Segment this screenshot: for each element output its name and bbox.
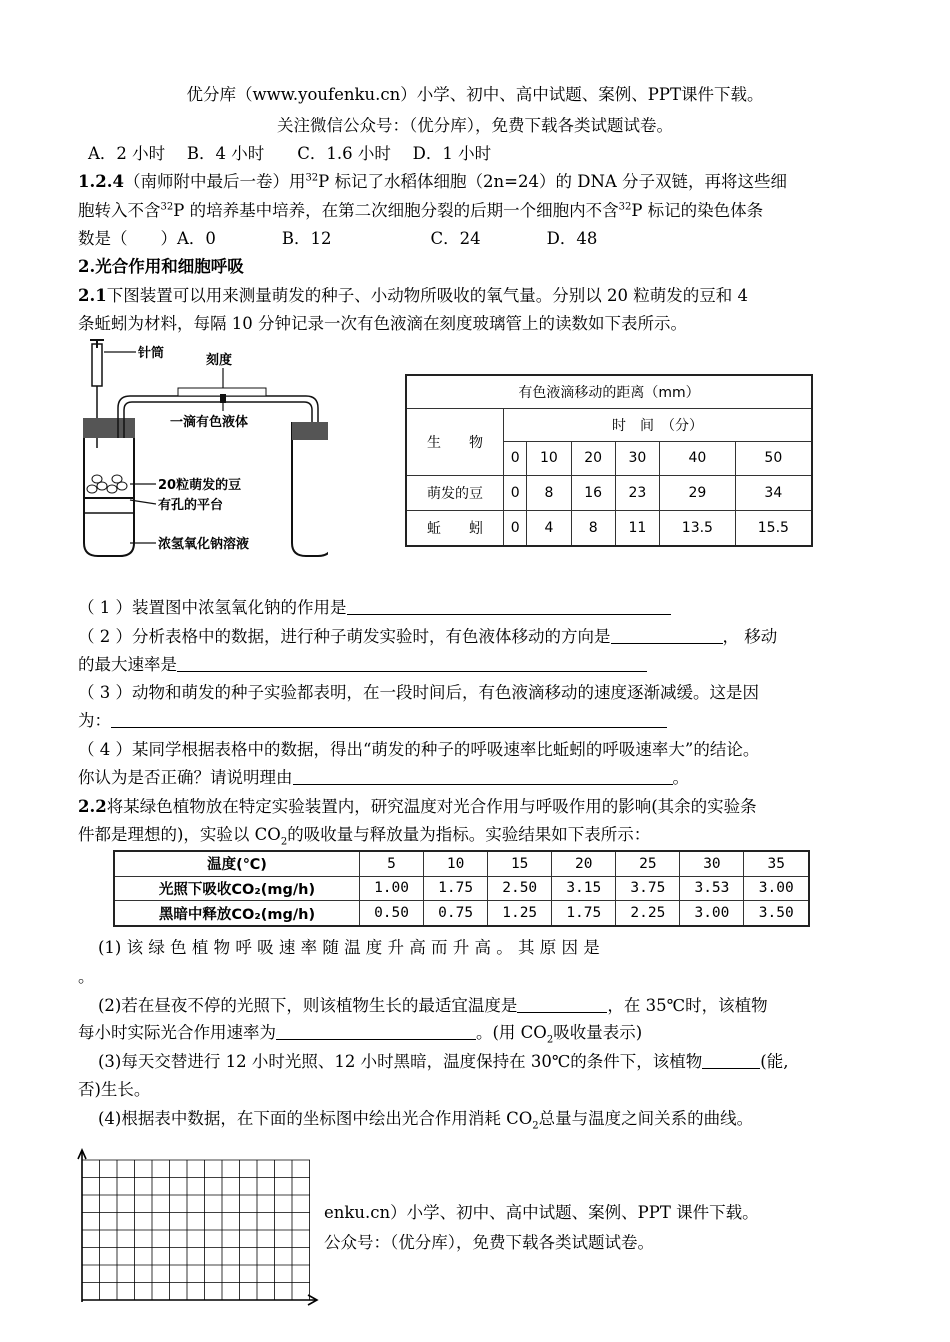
table1-time: 10 — [527, 442, 571, 475]
question-text: 胞转入不含 — [78, 201, 161, 220]
table2-cell: 3.75 — [616, 876, 680, 901]
table1-cell: 29 — [660, 475, 736, 510]
answer-blank[interactable] — [177, 655, 647, 672]
q1-2-3-options: A．2 小时 B．4 小时 C．1.6 小时 D．1 小时 — [88, 144, 492, 163]
label-drop: 一滴有色液体 — [170, 415, 249, 430]
q2-1-sub-1 — [78, 597, 671, 619]
q2-1-sub-4-cont — [78, 767, 689, 789]
question-text: 件都是理想的)，实验以 CO — [78, 825, 281, 844]
question-text: 。 — [672, 768, 689, 787]
table2-cell: 1.75 — [424, 876, 488, 901]
table1-time: 40 — [660, 442, 736, 475]
table-row — [114, 876, 809, 901]
table2-cell: 5 — [360, 851, 424, 876]
q1-2-4-line-3: 数是（ ）A．0 B．12 C．24 D．48 — [78, 229, 598, 248]
question-text: 下图装置可以用来测量萌发的种子、小动物所吸收的氧气量。分别以 20 粒萌发的豆和 4 — [106, 286, 748, 305]
answer-blank[interactable] — [276, 1023, 476, 1040]
question-text: P 标记了水稻体细胞（2n=24）的 DNA 分子双链，再将这些细 — [318, 172, 788, 191]
table1-title: 有色液滴移动的距离（mm） — [406, 375, 812, 408]
section-title: 2.光合作用和细胞呼吸 — [78, 257, 244, 276]
syringe-barrel — [92, 344, 102, 386]
table1-time: 20 — [571, 442, 615, 475]
answer-blank[interactable] — [517, 996, 607, 1013]
question-text: 将某绿色植物放在特定实验装置内，研究温度对光合作用与呼吸作用的影响(其余的实验条 — [106, 797, 757, 816]
q2-2-sub-2-cont — [78, 1022, 642, 1044]
left-stopper — [83, 418, 135, 438]
table-row — [114, 851, 809, 876]
footer-line-2: 公众号：（优分库），免费下载各类试题试卷。 — [324, 1233, 654, 1252]
table2-cell: 30 — [680, 851, 744, 876]
superscript: 32 — [618, 201, 632, 213]
q2-2-sub-4 — [98, 1108, 753, 1130]
apparatus-diagram — [78, 338, 328, 560]
question-text: (2)若在昼夜不停的光照下，则该植物生长的最适宜温度是 — [98, 996, 518, 1015]
table1-cell: 4 — [527, 511, 571, 546]
q2-2-sub-3 — [98, 1051, 788, 1073]
q2-2-line-1 — [78, 796, 757, 818]
table2-header-dark: 黑暗中释放CO₂(mg/h) — [114, 901, 360, 926]
question-text: P 标记的染色体条 — [631, 201, 764, 220]
droplet-distance-table — [405, 374, 813, 547]
question-number: 2.2 — [78, 797, 107, 816]
table1-time: 50 — [735, 442, 812, 475]
table2-cell: 3.15 — [552, 876, 616, 901]
question-number: 2.1 — [78, 286, 107, 305]
label-syringe: 针筒 — [138, 346, 165, 361]
q2-2-sub-3-cont: 否)生长。 — [78, 1080, 151, 1099]
table2-cell: 2.50 — [488, 876, 552, 901]
subscript: 2 — [280, 836, 288, 848]
table2-cell: 10 — [424, 851, 488, 876]
table2-cell: 25 — [616, 851, 680, 876]
table2-cell: 3.53 — [680, 876, 744, 901]
blank-coordinate-grid[interactable] — [70, 1148, 322, 1308]
question-text: 的吸收量与释放量为指标。实验结果如下表所示： — [287, 825, 651, 844]
grid-lines — [82, 1160, 310, 1300]
table1-cell: 8 — [571, 511, 615, 546]
answer-blank[interactable] — [111, 711, 667, 728]
table1-cell: 15.5 — [735, 511, 812, 546]
q1-2-4-line-2 — [78, 200, 763, 222]
table1-cell: 13.5 — [660, 511, 736, 546]
q2-1-sub-4: （ 4 ）某同学根据表格中的数据，得出“萌发的种子的呼吸速率比蚯蚓的呼吸速率大”的结论。 — [78, 740, 760, 759]
table1-organism-header: 生 物 — [406, 408, 504, 475]
question-text: （南师附中最后一卷）用 — [123, 172, 306, 191]
question-text: (能, — [760, 1052, 789, 1071]
answer-blank[interactable] — [702, 1052, 760, 1069]
table2-cell: 0.50 — [360, 901, 424, 926]
beans — [87, 475, 127, 493]
table1-cell: 0 — [504, 475, 527, 510]
table2-cell: 35 — [744, 851, 809, 876]
question-text: (4)根据表中数据，在下面的坐标图中绘出光合作用消耗 CO — [98, 1109, 533, 1128]
table2-cell: 3.50 — [744, 901, 809, 926]
q2-2-sub-1 — [98, 937, 873, 959]
table2-cell: 20 — [552, 851, 616, 876]
q2-1-sub-2-cont — [78, 654, 647, 676]
question-text: 每小时实际光合作用速率为 — [78, 1023, 276, 1042]
q2-1-sub-3: （ 3 ）动物和萌发的种子实验都表明，在一段时间后，有色液滴移动的速度逐渐减缓。这是因 — [78, 683, 759, 702]
table2-cell: 2.25 — [616, 901, 680, 926]
table-row — [406, 475, 812, 510]
colored-drop — [220, 394, 226, 403]
question-text: ， 移动 — [722, 627, 778, 646]
question-text: (1) 该 绿 色 植 物 呼 吸 速 率 随 温 度 升 高 而 升 高 。 其 原 因 是 — [98, 938, 600, 957]
table2-header-light: 光照下吸收CO₂(mg/h) — [114, 876, 360, 901]
table-row — [114, 901, 809, 926]
table2-header-temp: 温度(℃) — [114, 851, 360, 876]
q2-2-sub-2 — [98, 995, 768, 1017]
table1-cell: 11 — [615, 511, 659, 546]
superscript: 32 — [305, 172, 319, 184]
table2-cell: 3.00 — [744, 876, 809, 901]
table1-cell: 34 — [735, 475, 812, 510]
q2-2-line-2 — [78, 824, 650, 846]
table2-cell: 1.25 — [488, 901, 552, 926]
label-platform: 有孔的平台 — [158, 498, 224, 513]
question-text: 的最大速率是 — [78, 655, 177, 674]
co2-rate-table — [113, 850, 810, 927]
question-text: 吸收量表示) — [553, 1023, 643, 1042]
right-stopper — [292, 422, 328, 440]
q2-2-sub-1-end: 。 — [78, 967, 95, 986]
question-text: P 的培养基中培养，在第二次细胞分裂的后期一个细胞内不含 — [173, 201, 619, 220]
subscript: 2 — [532, 1120, 539, 1132]
header-line-2: 关注微信公众号：（优分库），免费下载各类试题试卷。 — [277, 116, 673, 135]
right-test-tube — [292, 422, 328, 556]
table-row — [406, 511, 812, 546]
table1-cell: 23 — [615, 475, 659, 510]
question-text: （ 2 ）分析表格中的数据，进行种子萌发实验时，有色液体移动的方向是 — [78, 627, 611, 646]
table2-cell: 1.00 — [360, 876, 424, 901]
q1-2-4-line-1 — [78, 171, 787, 193]
footer-line-1: enku.cn）小学、初中、高中试题、案例、PPT 课件下载。 — [324, 1203, 759, 1222]
table2-cell: 3.00 — [680, 901, 744, 926]
table2-cell: 15 — [488, 851, 552, 876]
table1-time: 0 — [504, 442, 527, 475]
question-text: (3)每天交替进行 12 小时光照、12 小时黑暗，温度保持在 30℃的条件下，该植物 — [98, 1052, 703, 1071]
answer-blank[interactable] — [293, 768, 673, 785]
table1-time-header: 时 间 （分） — [504, 408, 813, 441]
table1-row-name: 蚯 蚓 — [406, 511, 504, 546]
q2-1-sub-3-cont — [78, 710, 667, 732]
question-text: 为： — [78, 711, 111, 730]
question-text: 你认为是否正确？请说明理由 — [78, 768, 293, 787]
superscript: 32 — [160, 201, 174, 213]
table1-time: 30 — [615, 442, 659, 475]
header-line-1: 优分库（www.youfenku.cn）小学、初中、高中试题、案例、PPT课件下载。 — [186, 85, 764, 104]
label-beans: 20粒萌发的豆 — [158, 478, 242, 493]
table1-cell: 0 — [504, 511, 527, 546]
q2-1-line-2: 条蚯蚓为材料，每隔 10 分钟记录一次有色液滴在刻度玻璃管上的读数如下表所示。 — [78, 314, 687, 333]
question-text: 。(用 CO — [476, 1023, 547, 1042]
subscript: 2 — [546, 1034, 554, 1046]
table1-cell: 8 — [527, 475, 571, 510]
q2-1-line-1 — [78, 285, 748, 307]
table1-row-name: 萌发的豆 — [406, 475, 504, 510]
question-text: 总量与温度之间关系的曲线。 — [538, 1109, 754, 1128]
answer-blank[interactable] — [611, 627, 723, 644]
question-number: 1.2.4 — [78, 172, 124, 191]
label-naoh: 浓氢氧化钠溶液 — [158, 537, 250, 552]
answer-blank[interactable] — [347, 598, 671, 615]
question-text: ，在 35℃时，该植物 — [607, 996, 768, 1015]
question-text: （ 1 ）装置图中浓氢氧化钠的作用是 — [78, 598, 347, 617]
q2-1-sub-2 — [78, 626, 777, 648]
table2-cell: 1.75 — [552, 901, 616, 926]
table1-cell: 16 — [571, 475, 615, 510]
table2-cell: 0.75 — [424, 901, 488, 926]
label-scale: 刻度 — [206, 353, 233, 368]
